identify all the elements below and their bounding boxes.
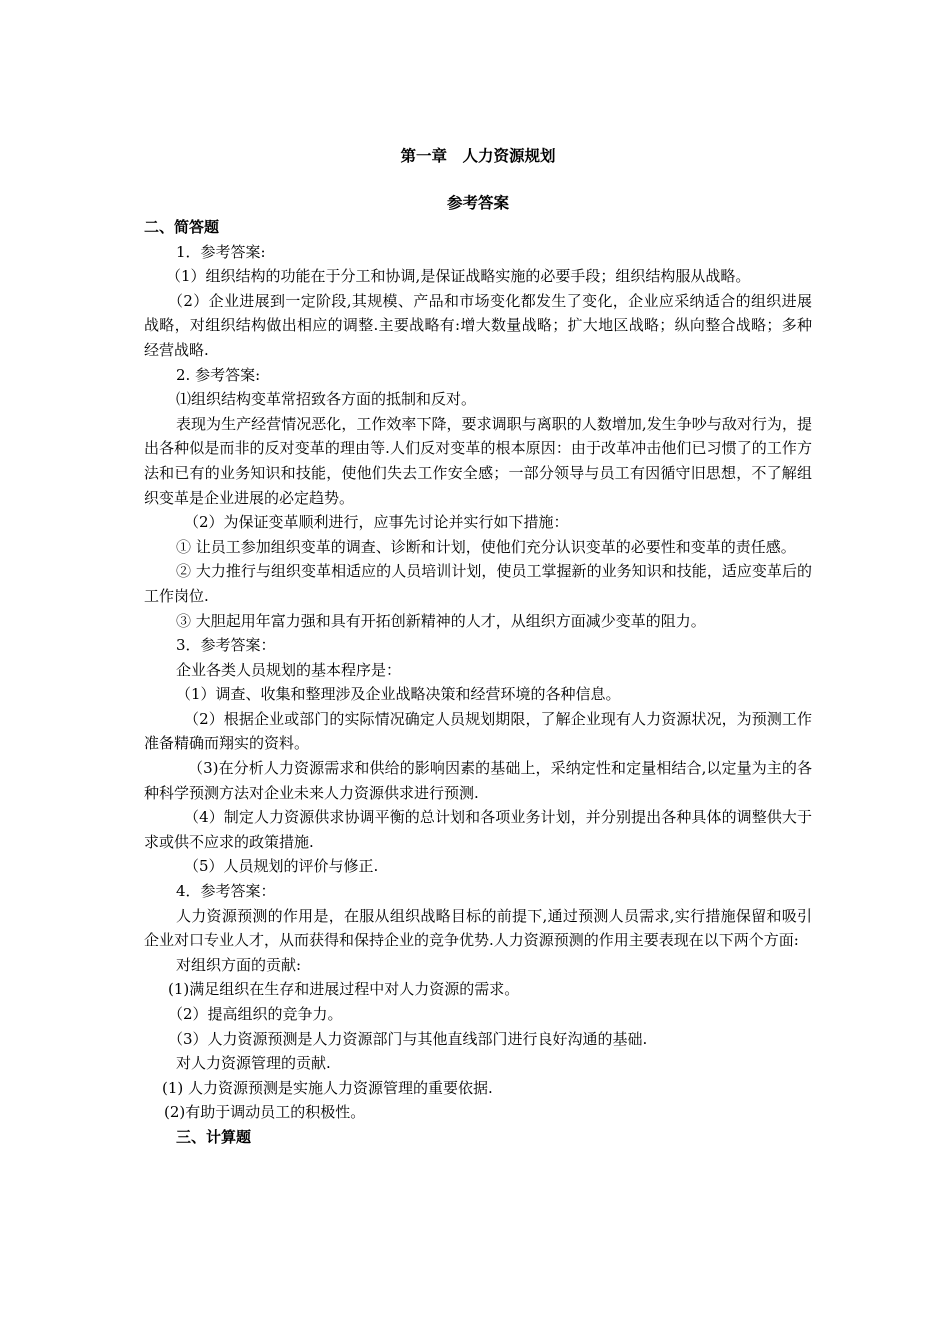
answer-3-intro: 企业各类人员规划的基本程序是： bbox=[176, 660, 402, 679]
answer-4-hr-contribution: 对人力资源管理的贡献. bbox=[176, 1054, 331, 1073]
answer-3-step-4: （4）制定人力资源供求协调平衡的总计划和各项业务计划，并分别提出各种具体的调整供大于求或供不应求的政策措施. bbox=[144, 808, 812, 851]
answer-4-hr-point-1: (1) 人力资源预测是实施人力资源管理的重要依据. bbox=[162, 1078, 493, 1097]
answer-1-point-2: （2）企业进展到一定阶段,其规模、产品和市场变化都发生了变化，企业应采纳适合的组织进展战略，对组织结构做出相应的调整.主要战略有:增大数量战略；扩大地区战略；纵向整合战略；多种经营战略. bbox=[144, 291, 812, 359]
answer-2-measure-1: ① 让员工参加组织变革的调查、诊断和计划，使他们充分认识变革的必要性和变革的责任感。 bbox=[176, 537, 796, 556]
answer-4-org-point-3: （3）人力资源预测是人力资源部门与其他直线部门进行良好沟通的基础. bbox=[168, 1029, 648, 1048]
section-heading-calculation: 三、计算题 bbox=[176, 1127, 252, 1146]
answer-1-label: 1．参考答案: bbox=[176, 242, 266, 261]
answer-4-org-point-1: (1)满足组织在生存和进展过程中对人力资源的需求。 bbox=[168, 980, 520, 999]
answer-4-hr-point-2: (2)有助于调动员工的积极性。 bbox=[164, 1103, 366, 1122]
answer-4-paragraph: 人力资源预测的作用是，在服从组织战略目标的前提下,通过预测人员需求,实行措施保留和吸引企业对口专业人才，从而获得和保持企业的竞争优势.人力资源预测的作用主要表现在以下两个方面: bbox=[144, 906, 812, 950]
answer-4-label: 4．参考答案： bbox=[176, 882, 276, 901]
answer-2-label: 2. 参考答案: bbox=[176, 365, 261, 384]
answer-subtitle: 参考答案 bbox=[446, 193, 509, 212]
section-heading-short-answer: 二、简答题 bbox=[144, 218, 220, 236]
answer-3-step-3: （3)在分析人力资源需求和供给的影响因素的基础上，采纳定性和定量相结合,以定量为主的各种科学预测方法对企业未来人力资源供求进行预测. bbox=[144, 759, 812, 802]
answer-4-org-point-2: （2）提高组织的竞争力。 bbox=[168, 1005, 343, 1023]
answer-2-point-1: ⑴组织结构变革常招致各方面的抵制和反对。 bbox=[176, 390, 477, 409]
answer-2-paragraph: 表现为生产经营情况恶化，工作效率下降，要求调职与离职的人数增加,发生争吵与敌对行为，提出各种似是而非的反对变革的理由等.人们反对变革的根本原因：由于改革冲击他们已习惯了的工作方法和已有的业务知识和技能，使他们失去工作安全感；一部分领导与员工有因循守旧思想，不了解组织变革是企业进展的必定趋势。 bbox=[144, 414, 812, 507]
answer-4-org-contribution: 对组织方面的贡献: bbox=[176, 955, 302, 974]
answer-3-step-1: （1）调查、收集和整理涉及企业战略决策和经营环境的各种信息。 bbox=[176, 685, 621, 704]
answer-2-measure-3: ③ 大胆起用年富力强和具有开拓创新精神的人才，从组织方面减少变革的阻力。 bbox=[176, 611, 706, 630]
chapter-title: 第一章 人力资源规划 bbox=[400, 146, 556, 165]
document-body bbox=[144, 144, 812, 1150]
answer-2-measure-2: ② 大力推行与组织变革相适应的人员培训计划，使员工掌握新的业务知识和技能，适应变革后的工作岗位. bbox=[144, 562, 812, 605]
answer-3-step-5: （5）人员规划的评价与修正. bbox=[184, 857, 379, 876]
answer-2-point-2: （2）为保证变革顺利进行，应事先讨论并实行如下措施： bbox=[184, 513, 569, 532]
answer-3-step-2: （2）根据企业或部门的实际情况确定人员规划期限，了解企业现有人力资源状况，为预测工作准备精确而翔实的资料。 bbox=[144, 709, 812, 753]
answer-1-point-1: （1）组织结构的功能在于分工和协调,是保证战略实施的必要手段；组织结构服从战略。 bbox=[166, 267, 751, 286]
answer-3-label: 3．参考答案： bbox=[176, 636, 276, 655]
